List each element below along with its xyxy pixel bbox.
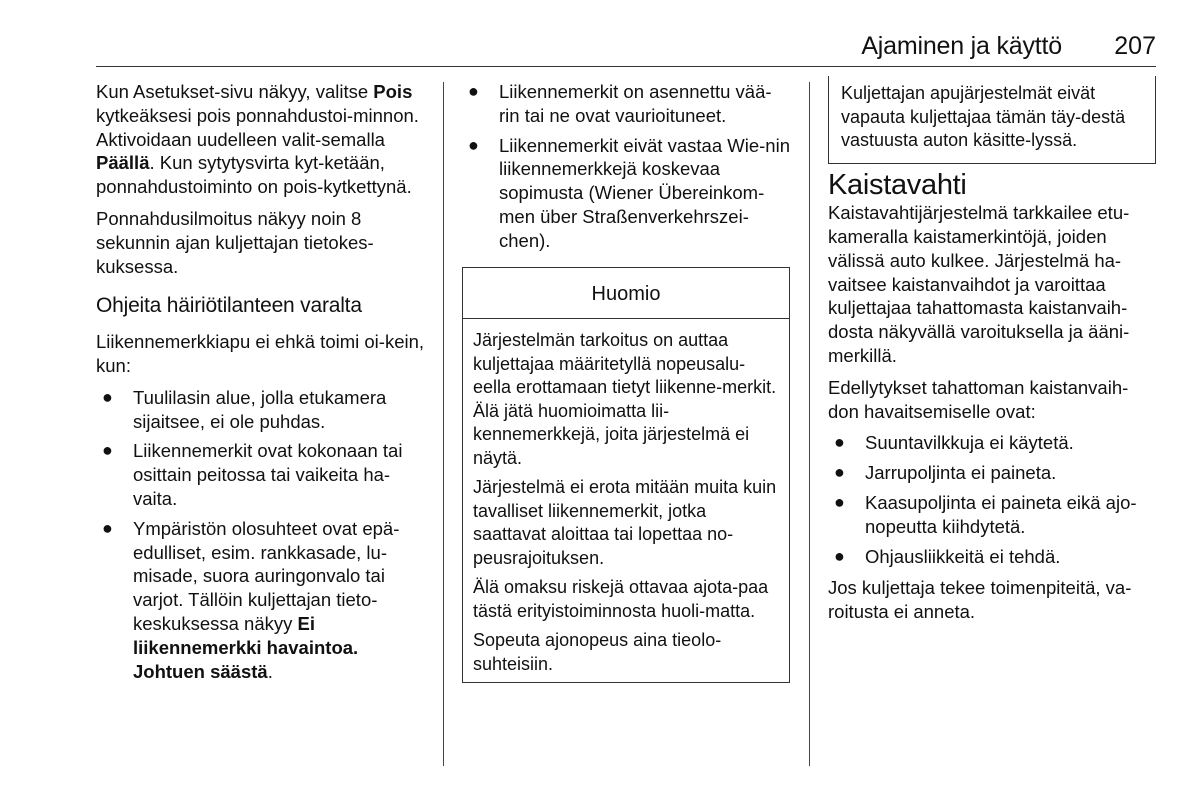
caution-paragraph: Järjestelmä ei erota mitään muita kuin tavalliset liikennemerkit, jotka saattavat aloittaa tai lopettaa no-peusrajoituksen. [473,477,777,568]
caution-paragraph: Sopeuta ajonopeus aina tieolo-suhteisiin. [473,630,722,674]
text-run: . [267,660,273,682]
list-item-text: Jarrupoljinta ei paineta. [865,462,1057,484]
paragraph-settings [96,80,426,199]
paragraph-closing: Jos kuljettaja tekee toimenpiteitä, va-roitusta ei anneta. [828,577,1132,623]
list-item-text: Tuulilasin alue, jolla etukamera sijaitsee, ei ole puhdas. [133,386,387,432]
caution-title: Huomio [463,268,789,320]
list-item [96,439,426,510]
bullet-icon: ● [102,386,113,407]
bold-term-paalla: Päällä [96,152,150,174]
list-item-text: Ympäristön olosuhteet ovat epä-edulliset, esim. rankkasade, lu-misade, suora auringonvalo tai varjot. Tällöin kuljettajan tieto-keskuksessa näkyy [133,517,400,634]
text-run: kytkeäksesi pois ponnahdustoi-minnon. Aktivoidaan uudelleen valit-semalla [96,104,419,150]
paragraph-intro: Liikennemerkkiapu ei ehkä toimi oi-kein, kun: [96,331,425,376]
page-number: 207 [1114,32,1156,60]
list-item-text: Kaasupoljinta ei paineta eikä ajo-nopeutta kiihdytetä. [865,492,1137,537]
section-heading-troubleshooting: Ohjeita häiriötilanteen varalta [96,294,362,318]
bullet-list [462,80,792,253]
paragraph-popup: Ponnahdusilmoitus näkyy noin 8 sekunnin ajan kuljettajan tietokes-kuksessa. [96,207,374,277]
bullet-icon: ● [834,545,845,566]
list-item [96,517,426,684]
list-item [828,491,1158,539]
list-item [462,134,792,253]
column-2 [462,80,792,683]
list-item [96,386,426,434]
header-title: Ajaminen ja käyttö [861,32,1062,60]
column-divider-2 [809,82,810,766]
list-item-text: Liikennemerkit ovat kokonaan tai osittain peitossa tai vaikeita ha-vaita. [133,440,403,509]
bullet-icon: ● [834,432,845,453]
note-box: Kuljettajan apujärjestelmät eivät vapauta kuljettajaa tämän täy-destä vastuusta auton käsitte-lyssä. [828,76,1156,164]
bullet-icon: ● [102,517,113,538]
caution-box [462,267,790,684]
list-item [828,431,1158,455]
list-item [828,461,1158,485]
paragraph-description: Kaistavahtijärjestelmä tarkkailee etu-kameralla kaistamerkintöjä, joiden välissä auto kulkee. Järjestelmä ha-vaitsee kaistanvaihdot ja varoittaa kuljettajaa tahattomasta kaistanvaih-dosta näkyvällä varoituksella ja ääni-merkillä. [828,202,1130,367]
list-item-text: Suuntavilkkuja ei käytetä. [865,432,1074,454]
caution-paragraph: Järjestelmän tarkoitus on auttaa kuljettajaa määritetyllä nopeusalu-eella erottamaan tietyt liikenne-merkit. Älä jätä huomioimatta lii-kennemerkkejä, joita järjestelmä ei näytä. [473,330,777,468]
column-divider-1 [443,82,444,766]
bullet-icon: ● [102,440,113,461]
text-run: Kun Asetukset-sivu näkyy, valitse [96,81,374,102]
list-item-text: Liikennemerkit eivät vastaa Wie-nin liikennemerkkejä koskevaa sopimusta (Wiener Übereinkom-men über Straßenverkehrszei-chen). [499,134,790,251]
caution-body [463,319,789,676]
bullet-icon: ● [468,81,479,101]
bullet-icon: ● [834,462,845,483]
column-1 [96,80,426,691]
section-heading-kaistavahti: Kaistavahti [828,168,967,201]
bold-term-pois: Pois [373,81,413,102]
list-item-text: Ohjausliikkeitä ei tehdä. [865,545,1061,567]
bullet-icon: ● [468,134,479,155]
paragraph-conditions: Edellytykset tahattoman kaistanvaih-don havaitsemiselle ovat: [828,376,1129,422]
list-item [828,545,1158,569]
bold-message-text: Ei liikennemerkki havaintoa. Johtuen säästä [133,612,359,682]
list-item [462,80,792,128]
bullet-icon: ● [834,492,845,513]
bullet-list [828,431,1158,568]
text-run: . Kun sytytysvirta kyt-ketään, ponnahdustoiminto on pois-kytkettynä. [96,152,412,198]
list-item-text: Liikennemerkit on asennettu vää-rin tai ne ovat vaurioituneet. [499,81,772,126]
header-rule [96,66,1156,67]
bullet-list [96,386,426,684]
caution-paragraph: Älä omaksu riskejä ottavaa ajota-paa tästä erityistoiminnosta huoli-matta. [473,577,769,621]
column-3 [828,80,1158,632]
